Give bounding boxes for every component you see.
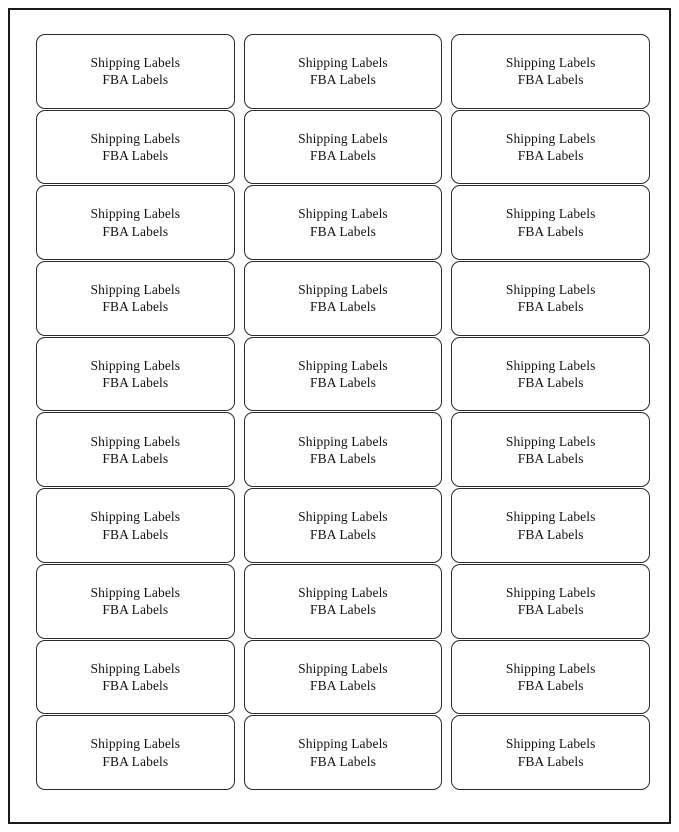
label-line-secondary: FBA Labels	[102, 72, 169, 88]
label-line-primary: Shipping Labels	[298, 584, 388, 600]
label-line-secondary: FBA Labels	[517, 223, 584, 239]
label-cell[interactable]	[36, 715, 235, 790]
label-line-secondary: FBA Labels	[517, 526, 584, 542]
label-line-primary: Shipping Labels	[90, 130, 181, 146]
label-line-primary: Shipping Labels	[505, 509, 596, 525]
label-cell[interactable]	[451, 564, 650, 639]
label-line-primary: Shipping Labels	[90, 509, 181, 525]
label-line-secondary: FBA Labels	[102, 375, 169, 391]
label-cell[interactable]	[244, 337, 443, 412]
label-line-secondary: FBA Labels	[102, 602, 169, 618]
label-line-primary: Shipping Labels	[298, 660, 388, 676]
label-cell[interactable]	[244, 412, 443, 487]
label-cell[interactable]	[451, 34, 650, 109]
label-line-secondary: FBA Labels	[517, 72, 584, 88]
label-line-secondary: FBA Labels	[517, 450, 584, 466]
label-line-secondary: FBA Labels	[102, 148, 169, 164]
label-line-primary: Shipping Labels	[90, 433, 181, 449]
label-line-secondary: FBA Labels	[102, 753, 169, 769]
label-line-secondary: FBA Labels	[102, 223, 169, 239]
label-line-secondary: FBA Labels	[517, 299, 584, 315]
label-line-secondary: FBA Labels	[102, 450, 169, 466]
label-line-secondary: FBA Labels	[310, 299, 376, 315]
label-cell[interactable]	[244, 110, 443, 185]
label-cell[interactable]	[244, 564, 443, 639]
label-line-secondary: FBA Labels	[310, 72, 376, 88]
label-cell[interactable]	[244, 185, 443, 260]
label-line-primary: Shipping Labels	[505, 660, 596, 676]
label-line-secondary: FBA Labels	[310, 148, 376, 164]
label-cell[interactable]	[36, 185, 235, 260]
label-line-secondary: FBA Labels	[310, 223, 376, 239]
label-line-secondary: FBA Labels	[310, 677, 376, 693]
label-line-secondary: FBA Labels	[310, 602, 376, 618]
label-cell[interactable]	[244, 640, 443, 715]
label-cell[interactable]	[36, 412, 235, 487]
label-line-primary: Shipping Labels	[90, 584, 181, 600]
label-line-primary: Shipping Labels	[298, 736, 388, 752]
label-cell[interactable]	[244, 34, 443, 109]
label-line-primary: Shipping Labels	[505, 357, 596, 373]
label-cell[interactable]	[36, 110, 235, 185]
label-line-primary: Shipping Labels	[298, 130, 388, 146]
label-cell[interactable]	[244, 715, 443, 790]
label-line-primary: Shipping Labels	[90, 660, 181, 676]
label-line-secondary: FBA Labels	[102, 299, 169, 315]
label-line-secondary: FBA Labels	[517, 375, 584, 391]
label-cell[interactable]	[36, 564, 235, 639]
label-line-secondary: FBA Labels	[517, 602, 584, 618]
label-line-primary: Shipping Labels	[90, 55, 181, 71]
label-line-secondary: FBA Labels	[517, 753, 584, 769]
label-cell[interactable]	[36, 34, 235, 109]
label-line-primary: Shipping Labels	[298, 509, 388, 525]
label-line-primary: Shipping Labels	[298, 357, 388, 373]
label-line-secondary: FBA Labels	[102, 526, 169, 542]
label-line-secondary: FBA Labels	[102, 677, 169, 693]
label-line-primary: Shipping Labels	[505, 736, 596, 752]
label-line-primary: Shipping Labels	[90, 736, 181, 752]
label-line-primary: Shipping Labels	[505, 282, 596, 298]
label-line-primary: Shipping Labels	[298, 433, 388, 449]
label-line-primary: Shipping Labels	[505, 206, 596, 222]
label-line-primary: Shipping Labels	[298, 55, 388, 71]
label-cell[interactable]	[451, 412, 650, 487]
label-line-secondary: FBA Labels	[310, 753, 376, 769]
label-cell[interactable]	[36, 488, 235, 563]
label-line-secondary: FBA Labels	[310, 526, 376, 542]
label-line-secondary: FBA Labels	[310, 450, 376, 466]
label-line-primary: Shipping Labels	[90, 357, 181, 373]
label-cell[interactable]	[244, 488, 443, 563]
label-cell[interactable]	[244, 261, 443, 336]
label-cell[interactable]	[451, 488, 650, 563]
label-line-primary: Shipping Labels	[505, 433, 596, 449]
label-line-primary: Shipping Labels	[298, 206, 388, 222]
label-cell[interactable]	[451, 337, 650, 412]
label-cell[interactable]	[36, 261, 235, 336]
label-cell[interactable]	[451, 261, 650, 336]
label-line-primary: Shipping Labels	[90, 206, 181, 222]
label-line-secondary: FBA Labels	[517, 148, 584, 164]
label-line-secondary: FBA Labels	[310, 375, 376, 391]
label-cell[interactable]	[36, 640, 235, 715]
label-cell[interactable]	[451, 185, 650, 260]
label-line-primary: Shipping Labels	[505, 55, 596, 71]
label-cell[interactable]	[451, 715, 650, 790]
label-cell[interactable]	[36, 337, 235, 412]
label-line-primary: Shipping Labels	[505, 130, 596, 146]
label-line-primary: Shipping Labels	[90, 282, 181, 298]
label-grid	[36, 34, 650, 790]
label-cell[interactable]	[451, 110, 650, 185]
label-line-primary: Shipping Labels	[298, 282, 388, 298]
label-line-secondary: FBA Labels	[517, 677, 584, 693]
label-line-primary: Shipping Labels	[505, 584, 596, 600]
label-cell[interactable]	[451, 640, 650, 715]
